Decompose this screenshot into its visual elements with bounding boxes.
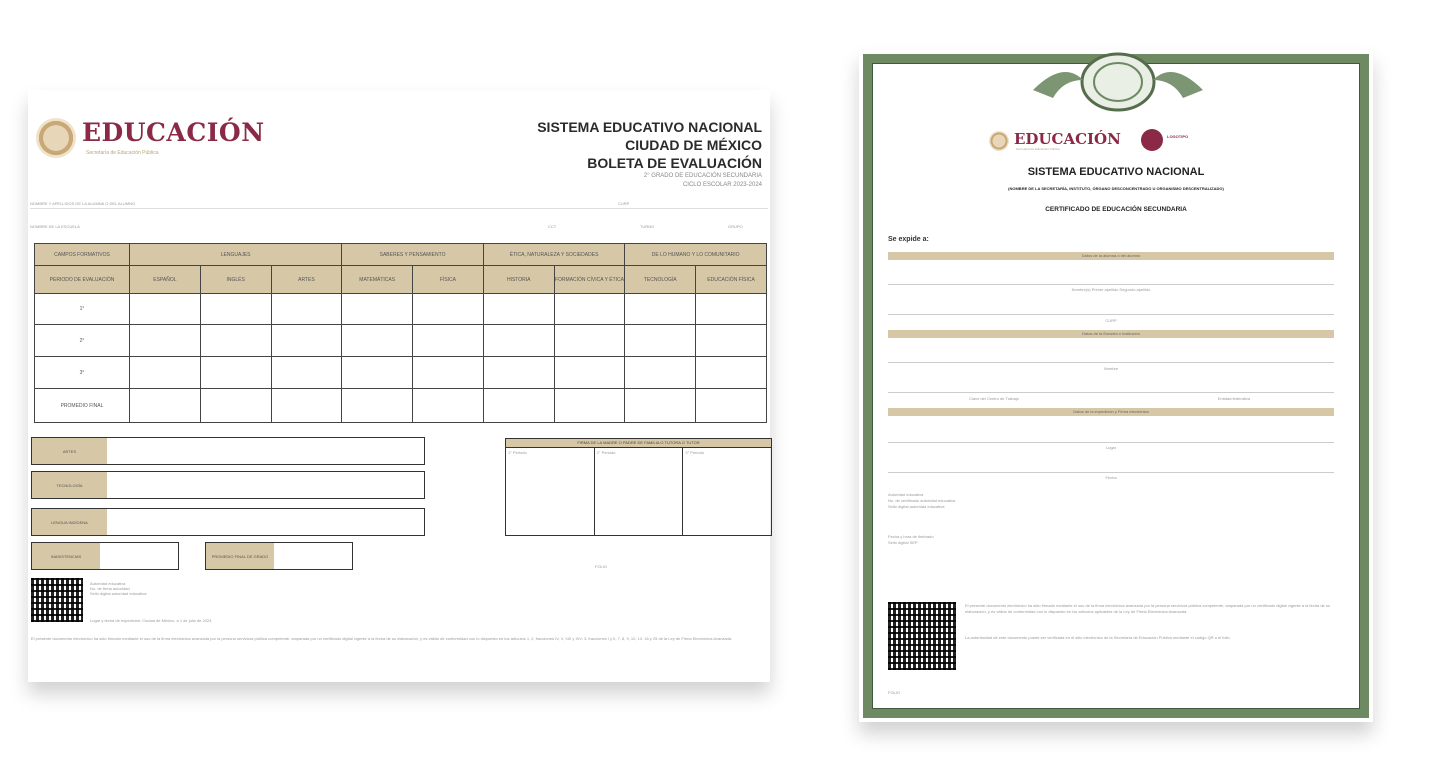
certificado-secundaria [859, 50, 1373, 722]
table-row [35, 357, 767, 389]
expide-label: Se expide a: [888, 236, 929, 243]
label-entidad: Entidad federativa [1217, 396, 1251, 401]
boleta-header [522, 118, 762, 190]
partner-logo-text: LOGOTIPO [1167, 134, 1189, 139]
row-label: PROMEDIO FINAL [35, 389, 130, 423]
header-line-1: SISTEMA EDUCATIVO NACIONAL [537, 119, 762, 135]
national-crest-icon [1023, 50, 1213, 112]
inasistencias-label: INASISTENCIAS [32, 543, 100, 569]
lugar-fecha: Lugar y fecha de expedición: Ciudad de México, a 1 de julio de 2024 [90, 618, 212, 623]
subject-header: FÍSICA [413, 266, 484, 294]
legal-text-1: El presente documento electrónico ha sido firmado mediante el uso de la firma electrónica avanzada por la persona servidora pública competente, amparada por un certificado digital vigente a la fecha de su elaboración, y es válido de conformidad con lo dispuesto en los artículos aplicables de la Ley de Firma Electrónica Avanzada. [965, 603, 1331, 614]
lengua-label: LENGUA INDÍGENA [32, 509, 107, 535]
periodo-label: PERIODO DE EVALUACIÓN [35, 266, 130, 294]
cert-logo-word: EDUCACIÓN [1014, 130, 1121, 148]
subject-header: ESPAÑOL [130, 266, 201, 294]
label-lugar: Lugar [1105, 445, 1117, 450]
mexico-seal-icon [989, 131, 1009, 151]
legal-text-2: La autenticidad de este documento puede ser verificada en el sitio electrónico de la Secretaría de Educación Pública mediante el código QR o el folio. [965, 635, 1231, 640]
row-label: 1° [35, 294, 130, 325]
group-lenguajes: LENGUAJES [130, 244, 342, 266]
field-turno: TURNO [640, 224, 655, 229]
subject-header: FORMACIÓN CÍVICA Y ÉTICA [554, 266, 625, 294]
label-nombre: Nombre(s) Primer apellido Segundo apellido [1071, 287, 1151, 292]
qr-info-line: No. de firma autoridad [90, 586, 130, 591]
header-line-5: CICLO ESCOLAR 2023-2024 [682, 182, 762, 188]
header-line-4: 2° GRADO DE EDUCACIÓN SECUNDARIA [643, 173, 762, 179]
educacion-logo [36, 110, 266, 170]
table-row [35, 294, 767, 325]
cert-title: SISTEMA EDUCATIVO NACIONAL [1027, 166, 1205, 178]
signature-cell: 2° Periodo [595, 448, 684, 536]
subject-header: MATEMÁTICAS [342, 266, 413, 294]
signature-cell: 1° Periodo [506, 448, 595, 536]
promedio-label: PROMEDIO FINAL DE GRADO [206, 543, 274, 569]
signature-cell: 3° Periodo [685, 450, 705, 455]
subject-header: HISTORIA [483, 266, 554, 294]
autoridad-line: No. de certificado autoridad educativa [888, 498, 956, 503]
group-saberes: SABERES Y PENSAMIENTO [342, 244, 484, 266]
timbrado-info [888, 534, 934, 546]
table-row [35, 389, 767, 423]
subject-header: TECNOLOGÍA [625, 266, 696, 294]
qr-code-icon [31, 578, 83, 622]
qr-info [90, 581, 146, 596]
field-cct: CCT [548, 224, 557, 229]
footnote: El presente documento electrónico ha sido firmado mediante el uso de la firma electrónica avanzada por la persona servidora pública competente, amparada por un certificado digital vigente a la fecha de su elaboración, y es válido de conformidad con lo dispuesto en los artículos 1, 2, fracciones IV, V, XIII y XIV; 3, fracciones I y II, 7, 8, 9, 10, 13, 16 y 25 de la Ley de Firma Electrónica Avanzada. [31, 636, 733, 641]
field-alumno: NOMBRE Y APELLIDOS DE LA ALUMNA O DEL ALUMNO [30, 201, 136, 206]
autoridad-line: Sello digital autoridad educativa [888, 504, 945, 509]
row-label: 3° [35, 357, 130, 389]
header-line-2: CIUDAD DE MÉXICO [625, 137, 762, 153]
boleta-de-evaluacion [28, 90, 770, 682]
cert-logo-sub: Secretaría de Educación Pública [1016, 147, 1060, 151]
label-curp: CURP [1105, 318, 1117, 323]
qr-info-line: Autoridad educativa [90, 581, 126, 586]
autoridad-info [888, 492, 955, 510]
field-escuela: NOMBRE DE LA ESCUELA [30, 224, 80, 229]
logo-subtitle: Secretaría de Educación Pública [86, 150, 159, 156]
timbrado-line: Fecha y hora de timbrado [888, 534, 934, 539]
artes-label: ARTES [32, 438, 107, 464]
header-line-3: BOLETA DE EVALUACIÓN [587, 155, 762, 171]
qr-info-line: Sello digital autoridad educativa [90, 591, 147, 596]
cert-folio: FOLIO [888, 690, 901, 695]
timbrado-line: Sello digital SEP [888, 540, 918, 545]
autoridad-line: Autoridad educativa [888, 492, 924, 497]
artes-box [31, 437, 425, 465]
signatures-title: FIRMA DE LA MADRE O PADRE DE FAMILIA O TUTORA O TUTOR [506, 439, 771, 448]
qr-code-icon [888, 602, 956, 670]
subject-header: ARTES [271, 266, 342, 294]
group-etica: ÉTICA, NATURALEZA Y SOCIEDADES [483, 244, 625, 266]
row-label: 2° [35, 325, 130, 357]
table-row [35, 325, 767, 357]
mexico-seal-icon [36, 118, 76, 158]
section-bar-escuela: Datos de la Escuela o Institución [888, 330, 1334, 338]
inasistencias-box [31, 542, 179, 570]
folio: FOLIO [595, 564, 608, 569]
group-humano: DE LO HUMANO Y LO COMUNITARIO [625, 244, 767, 266]
label-escuela: Nombre [1103, 366, 1119, 371]
cert-doc-name: CERTIFICADO DE EDUCACIÓN SECUNDARIA [1045, 206, 1187, 213]
tecnologia-box [31, 471, 425, 499]
signatures-box [505, 438, 772, 536]
subject-header: EDUCACIÓN FÍSICA [696, 266, 767, 294]
field-curp: CURP [618, 201, 630, 206]
label-cct: Clave del Centro de Trabajo [969, 396, 1019, 401]
field-grupo: GRUPO [728, 224, 743, 229]
logo-word: EDUCACIÓN [82, 118, 265, 147]
cert-logo [989, 130, 1129, 152]
cert-subtitle: (NOMBRE DE LA SECRETARÍA, INSTITUTO, ÓRGANO DESCONCENTRADO U ORGANISMO DESCENTRALIZADO) [1008, 186, 1224, 191]
subject-header: INGLÉS [200, 266, 271, 294]
partner-logo-icon [1141, 129, 1163, 151]
grades-table [34, 243, 767, 423]
divider [30, 208, 768, 209]
section-bar-alumno: Datos de la alumna o del alumno [888, 252, 1334, 260]
promedio-box [205, 542, 353, 570]
label-fecha: Fecha [1105, 475, 1117, 480]
section-bar-expedicion: Datos de la expedición y Firma electrónica [888, 408, 1334, 416]
tecnologia-label: TECNOLOGÍA [32, 472, 107, 498]
lengua-box [31, 508, 425, 536]
campos-label: CAMPOS FORMATIVOS [35, 244, 130, 266]
